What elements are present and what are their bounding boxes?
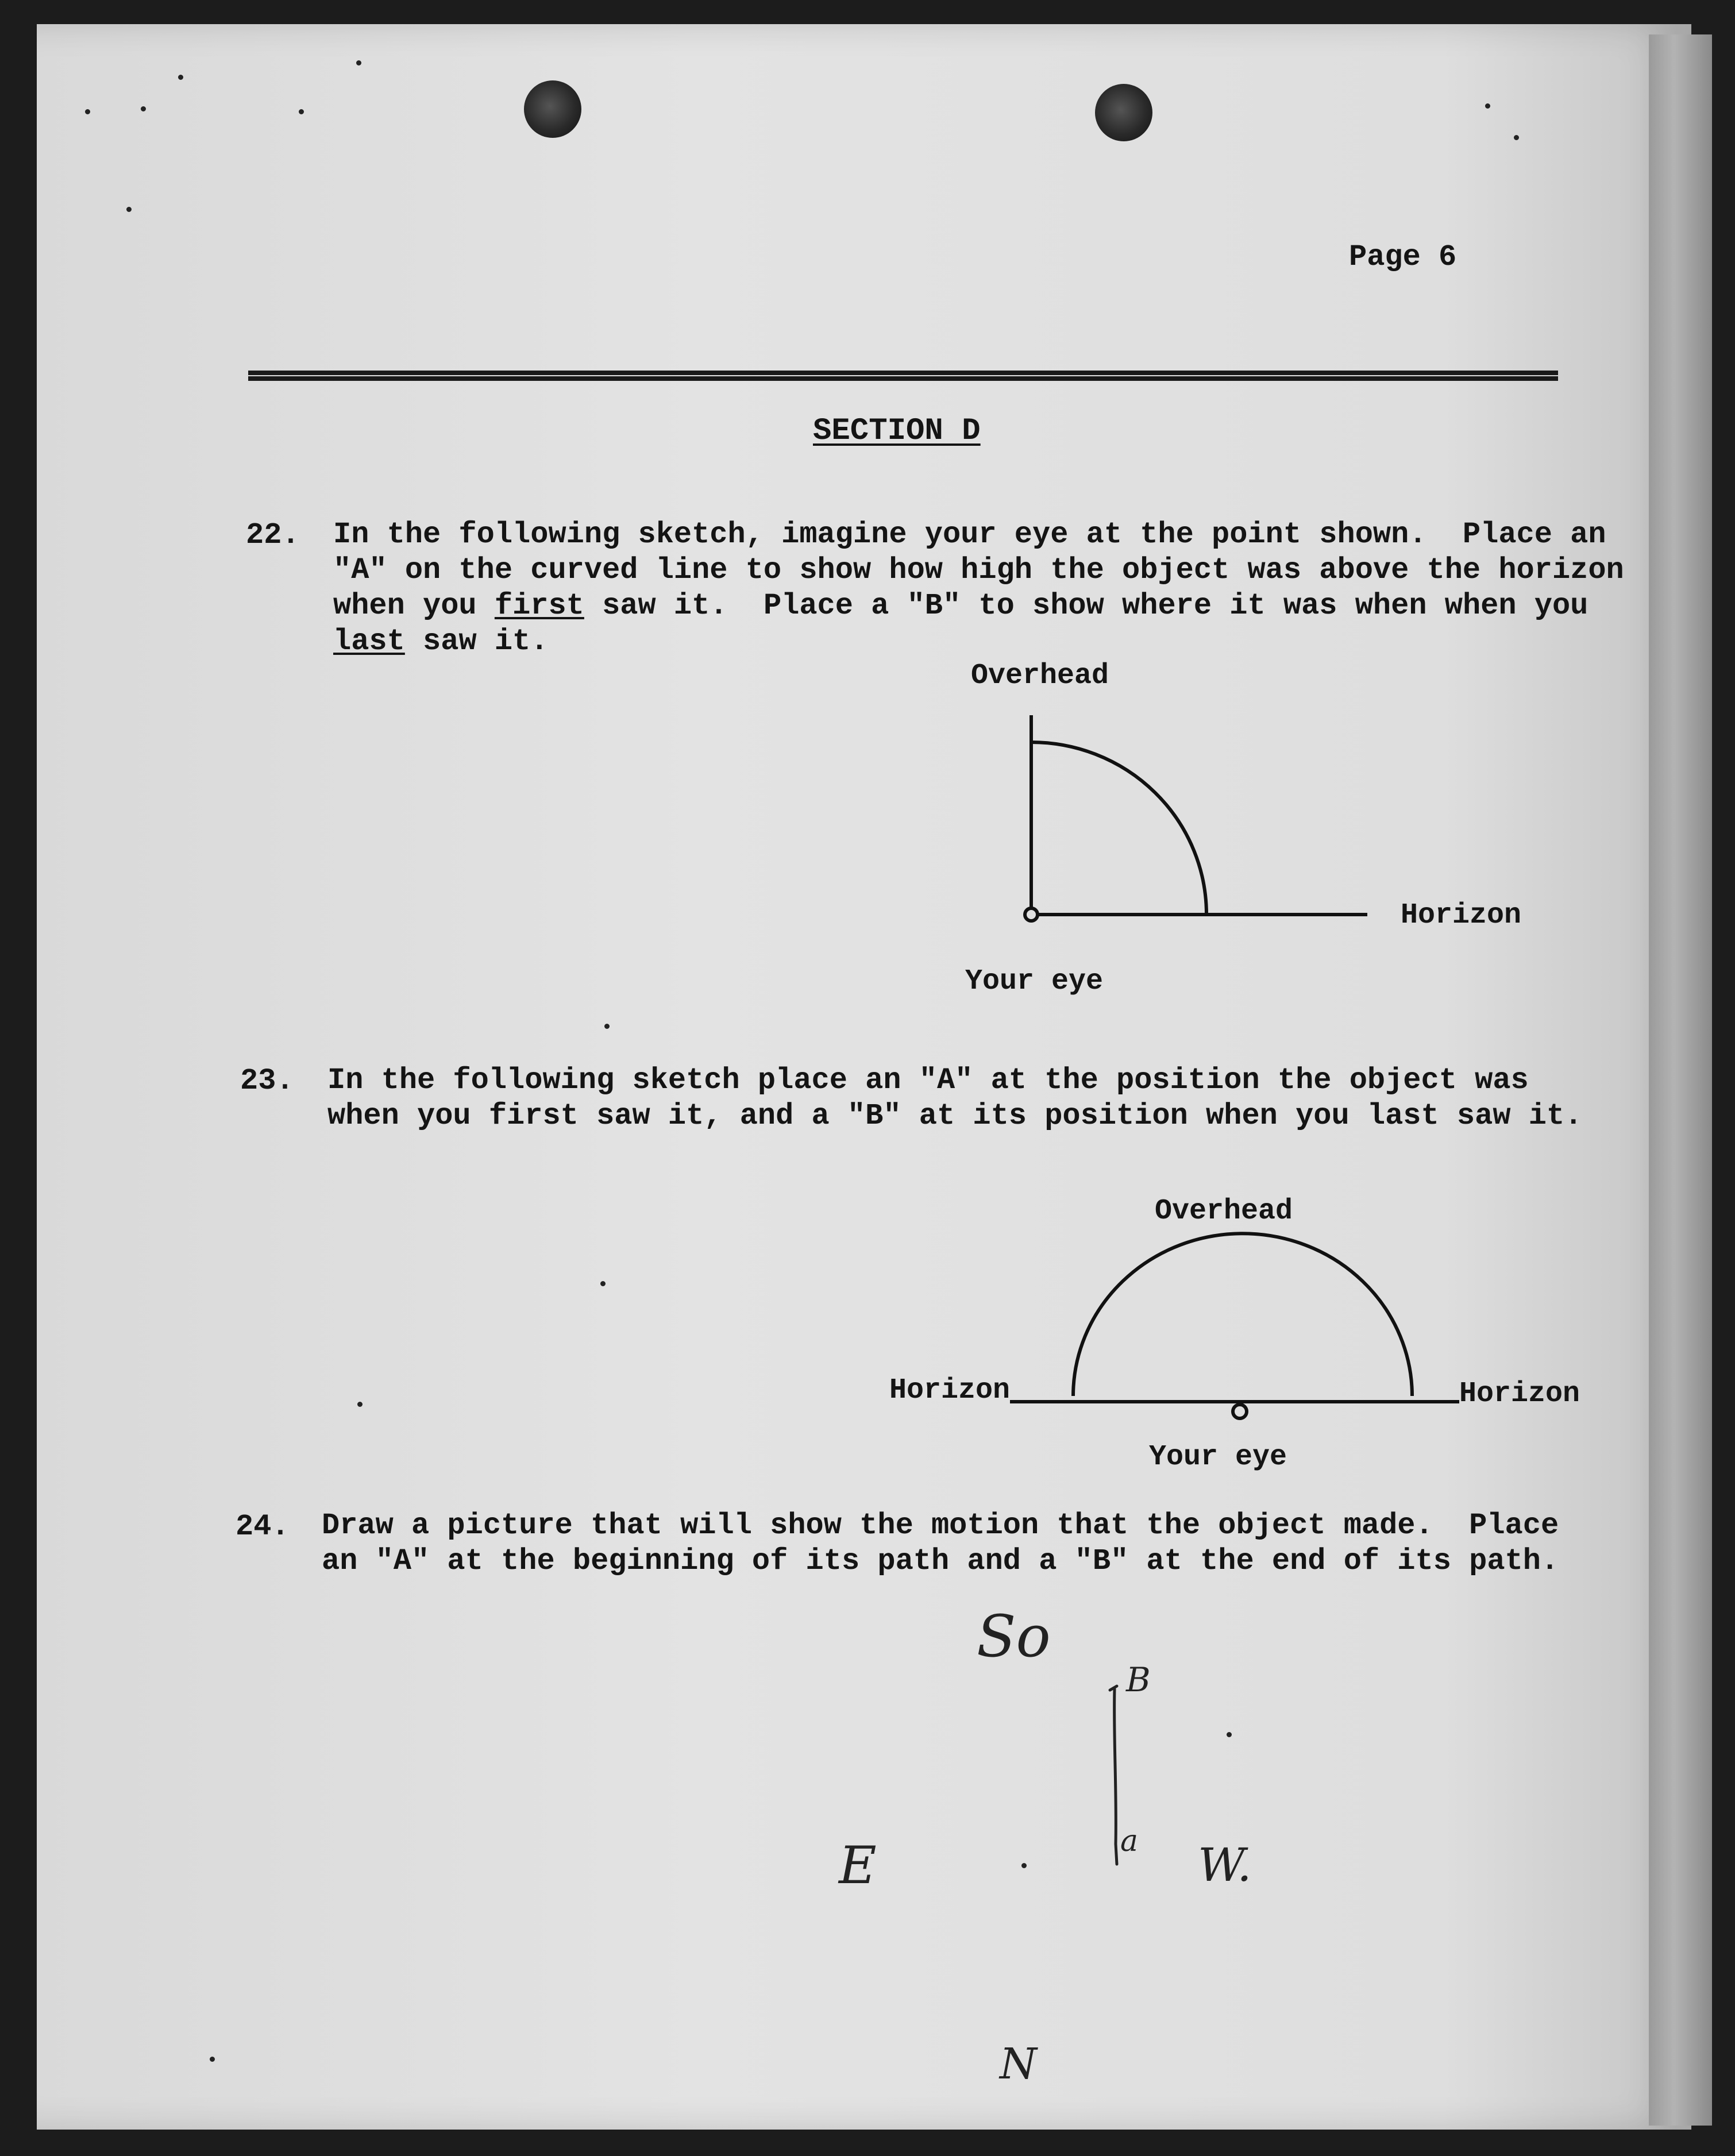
- q22-last-underlined: last: [333, 624, 405, 658]
- handwritten-west: W.: [1198, 1838, 1252, 1892]
- handwritten-mark-b: B: [1126, 1660, 1151, 1699]
- page-number: Page 6: [1349, 240, 1457, 274]
- section-title: SECTION D: [813, 414, 981, 449]
- q22-line-3b: saw it. Place a "B" to show where it was when when you: [584, 589, 1589, 623]
- q23-semicircle-arc: [1073, 1233, 1412, 1396]
- q24-drawing: [1110, 1686, 1117, 1864]
- q22-line-4: saw it.: [404, 624, 549, 658]
- handwritten-mark-a: a: [1120, 1824, 1139, 1858]
- handwritten-north: N: [1000, 2039, 1037, 2089]
- q22-number: 22.: [246, 518, 300, 552]
- q22-line-1: In the following sketch, imagine your eye at the point shown. Place an: [333, 518, 1606, 551]
- q22-line-3a: when you: [333, 589, 495, 623]
- q23-number: 23.: [240, 1064, 294, 1098]
- q23-line-1: In the following sketch place an "A" at the position the object was: [327, 1063, 1529, 1097]
- q24-line-1: Draw a picture that will show the motion that the object made. Place: [322, 1509, 1559, 1542]
- q23-horizon-right-label: Horizon: [1459, 1378, 1580, 1410]
- q22-quarter-arc: [1031, 742, 1206, 915]
- q22-eye-point: [1025, 908, 1038, 921]
- q24-motion-path: [1115, 1689, 1117, 1864]
- q23-horizon-left-label: Horizon: [889, 1374, 1011, 1407]
- q23-sketch: [1010, 1233, 1459, 1418]
- q22-horizon-label: Horizon: [1401, 899, 1522, 932]
- q22-eye-label: Your eye: [965, 965, 1104, 998]
- q22-first-underlined: first: [494, 589, 584, 623]
- handwritten-east: E: [839, 1835, 877, 1896]
- q22-overhead-label: Overhead: [971, 659, 1109, 692]
- q22-sketch: [1025, 715, 1367, 921]
- q23-eye-label: Your eye: [1149, 1441, 1287, 1474]
- q22-line-2: "A" on the curved line to show how high the object was above the horizon: [333, 553, 1624, 587]
- q24-line-2: an "A" at the beginning of its path and a "B" at the end of its path.: [322, 1544, 1559, 1578]
- q23-line-2: when you first saw it, and a "B" at its position when you last saw it.: [327, 1099, 1583, 1133]
- q24-number: 24.: [236, 1510, 290, 1544]
- q23-overhead-label: Overhead: [1155, 1195, 1293, 1228]
- handwritten-south: So: [977, 1603, 1051, 1670]
- q23-eye-point: [1233, 1405, 1247, 1418]
